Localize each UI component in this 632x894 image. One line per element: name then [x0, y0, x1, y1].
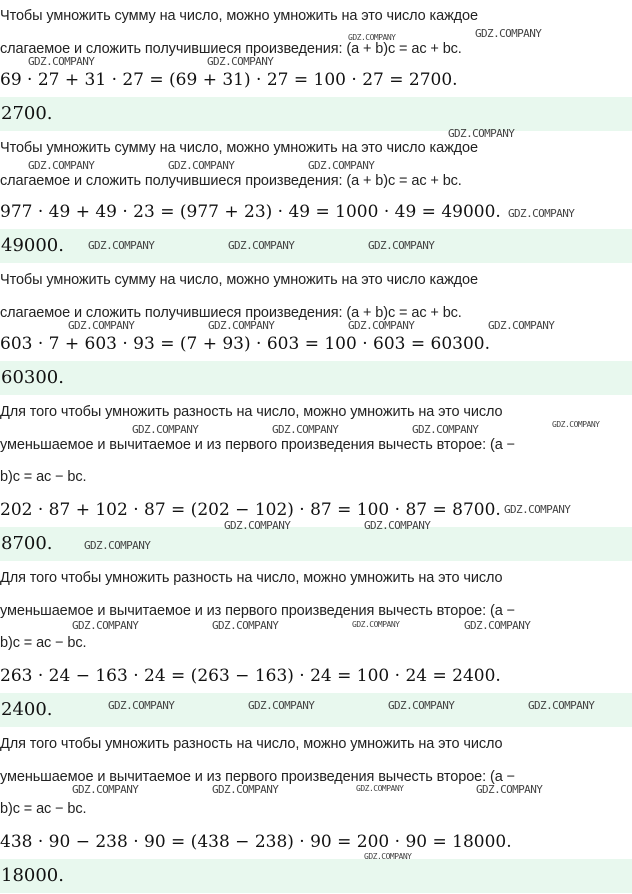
- watermark: GDZ.COMPANY: [132, 423, 199, 436]
- watermark: GDZ.COMPANY: [364, 519, 431, 532]
- answer-value: 49000.: [1, 235, 64, 256]
- watermark: GDZ.COMPANY: [504, 503, 571, 516]
- watermark: GDZ.COMPANY: [207, 55, 274, 68]
- calculation: 603 · 7 + 603 · 93 = (7 + 93) · 603 = 100 · 603 = 60300.: [0, 334, 490, 354]
- watermark: GDZ.COMPANY: [552, 420, 600, 429]
- rule-text-line: Для того чтобы умножить разность на число, можно умножить на это число: [0, 404, 503, 420]
- rule-text-line: Чтобы умножить сумму на число, можно умножить на это число каждое: [0, 8, 478, 24]
- watermark: GDZ.COMPANY: [208, 319, 275, 332]
- rule-text-line: слагаемое и сложить получившиеся произведения: (a + b)c = ac + bc.: [0, 41, 462, 57]
- calculation: 977 · 49 + 49 · 23 = (977 + 23) · 49 = 1000 · 49 = 49000.: [0, 202, 501, 222]
- watermark: GDZ.COMPANY: [108, 699, 175, 712]
- watermark: GDZ.COMPANY: [528, 699, 595, 712]
- watermark: GDZ.COMPANY: [475, 27, 542, 40]
- rule-text-line: уменьшаемое и вычитаемое и из первого произведения вычесть второе: (a −: [0, 437, 515, 453]
- watermark: GDZ.COMPANY: [448, 127, 515, 140]
- watermark: GDZ.COMPANY: [352, 620, 400, 629]
- watermark: GDZ.COMPANY: [224, 519, 291, 532]
- watermark: GDZ.COMPANY: [364, 852, 412, 861]
- rule-text-line: уменьшаемое и вычитаемое и из первого произведения вычесть второе: (a −: [0, 769, 515, 785]
- watermark: GDZ.COMPANY: [368, 239, 435, 252]
- watermark: GDZ.COMPANY: [28, 159, 95, 172]
- watermark: GDZ.COMPANY: [348, 33, 396, 42]
- watermark: GDZ.COMPANY: [212, 783, 279, 796]
- watermark: GDZ.COMPANY: [168, 159, 235, 172]
- answer-box: [0, 97, 632, 131]
- watermark: GDZ.COMPANY: [212, 619, 279, 632]
- watermark: GDZ.COMPANY: [84, 539, 151, 552]
- watermark: GDZ.COMPANY: [72, 619, 139, 632]
- watermark: GDZ.COMPANY: [356, 784, 404, 793]
- watermark: GDZ.COMPANY: [88, 239, 155, 252]
- calculation: 69 · 27 + 31 · 27 = (69 + 31) · 27 = 100 · 27 = 2700.: [0, 70, 458, 90]
- watermark: GDZ.COMPANY: [28, 55, 95, 68]
- watermark: GDZ.COMPANY: [248, 699, 315, 712]
- calculation: 263 · 24 − 163 · 24 = (263 − 163) · 24 = 100 · 24 = 2400.: [0, 666, 501, 686]
- watermark: GDZ.COMPANY: [464, 619, 531, 632]
- rule-text-line: слагаемое и сложить получившиеся произведения: (a + b)c = ac + bc.: [0, 305, 462, 321]
- watermark: GDZ.COMPANY: [476, 783, 543, 796]
- answer-value: 2400.: [1, 699, 53, 720]
- rule-text-line: Для того чтобы умножить разность на число, можно умножить на это число: [0, 736, 503, 752]
- watermark: GDZ.COMPANY: [308, 159, 375, 172]
- watermark: GDZ.COMPANY: [388, 699, 455, 712]
- answer-value: 60300.: [1, 367, 64, 388]
- rule-text-line: уменьшаемое и вычитаемое и из первого произведения вычесть второе: (a −: [0, 603, 515, 619]
- rule-text-line: Для того чтобы умножить разность на число, можно умножить на это число: [0, 570, 503, 586]
- rule-text-line: b)c = ac − bc.: [0, 801, 87, 817]
- rule-text-line: Чтобы умножить сумму на число, можно умножить на это число каждое: [0, 140, 478, 156]
- rule-text-line: b)c = ac − bc.: [0, 635, 87, 651]
- answer-value: 8700.: [1, 533, 53, 554]
- watermark: GDZ.COMPANY: [68, 319, 135, 332]
- watermark: GDZ.COMPANY: [272, 423, 339, 436]
- rule-text-line: b)c = ac − bc.: [0, 469, 87, 485]
- watermark: GDZ.COMPANY: [508, 207, 575, 220]
- watermark: GDZ.COMPANY: [348, 319, 415, 332]
- watermark: GDZ.COMPANY: [228, 239, 295, 252]
- rule-text-line: Чтобы умножить сумму на число, можно умножить на это число каждое: [0, 272, 478, 288]
- calculation: 202 · 87 + 102 · 87 = (202 − 102) · 87 = 100 · 87 = 8700.: [0, 500, 501, 520]
- watermark: GDZ.COMPANY: [488, 319, 555, 332]
- watermark: GDZ.COMPANY: [412, 423, 479, 436]
- answer-box: [0, 361, 632, 395]
- answer-value: 18000.: [1, 865, 64, 886]
- watermark: GDZ.COMPANY: [72, 783, 139, 796]
- answer-box: [0, 859, 632, 893]
- calculation: 438 · 90 − 238 · 90 = (438 − 238) · 90 = 200 · 90 = 18000.: [0, 832, 512, 852]
- answer-value: 2700.: [1, 103, 53, 124]
- rule-text-line: слагаемое и сложить получившиеся произведения: (a + b)c = ac + bc.: [0, 173, 462, 189]
